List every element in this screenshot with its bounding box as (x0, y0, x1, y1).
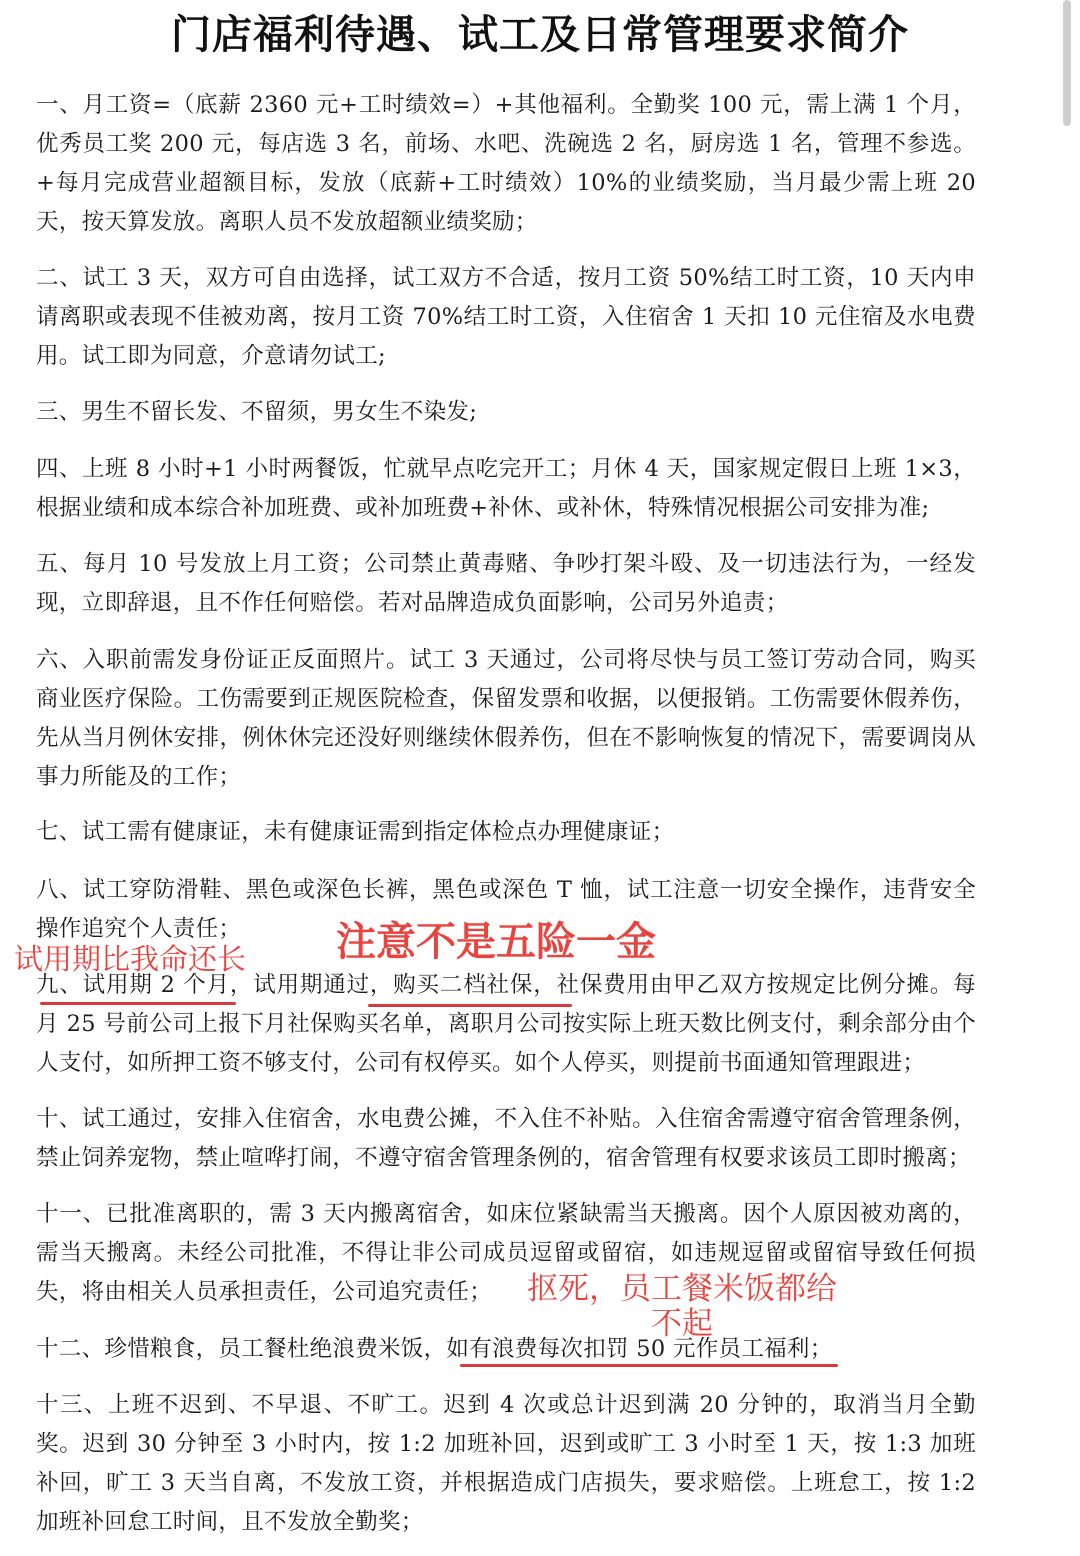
clause-13-attendance: 十三、上班不迟到、不早退、不旷工。迟到 4 次或总计迟到满 20 分钟的，取消当月全勤奖。迟到 30 分钟至 3 小时内，按 1:2 加班补回，迟到或旷工 3 小时至 1 天，按 1:3 加班补回，旷工 3 天当自离，不发放工资，并根据造成门店损失，要求赔偿。上班怠工，按 1:2 加班补回怠工时间，且不发放全勤奖； (36, 1392, 976, 1535)
clause-3-appearance: 三、男生不留长发、不留须，男女生不染发; (36, 399, 478, 425)
clause-5-payday: 五、每月 10 号发放上月工资；公司禁止黄毒赌、争吵打架斗殴、及一切违法行为，一经发现，立即辞退，且不作任何赔偿。若对品牌造成负面影响，公司另外追责； (36, 551, 976, 616)
document-title: 门店福利待遇、试工及日常管理要求简介 (171, 12, 909, 58)
annotation-probation-note: 试用期比我命还长 (14, 942, 247, 976)
annotation-meal-note: 抠死，员工餐米饭都给不起 (527, 1271, 837, 1342)
clause-7-health-cert: 七、试工需有健康证，未有健康证需到指定体检点办理健康证； (36, 819, 675, 845)
clause-9-probation: 九、试用期 2 个月，试用期通过，购买二档社保，社保费用由甲乙双方按规定比例分摊。每月 25 号前公司上报下月社保购买名单，离职月公司按实际上班天数比例支付，剩余部分由个人支付，如所押工资不够支付，公司有权停买。如个人停买，则提前书面通知管理跟进； (36, 972, 976, 1076)
clause-4-hours: 四、上班 8 小时+1 小时两餐饭，忙就早点吃完开工；月休 4 天，国家规定假日上班 1×3，根据业绩和成本综合补加班费、或补加班费+补休、或补休，特殊情况根据公司安排为准; (36, 456, 976, 521)
underline-probation-term (40, 1002, 236, 1005)
clause-6-onboarding: 六、入职前需发身份证正反面照片。试工 3 天通过，公司将尽快与员工签订劳动合同，购买商业医疗保险。工伤需要到正规医院检查，保留发票和收据，以便报销。工伤需要休假养伤，先从当月例休安排，例休休完还没好则继续休假养伤，但在不影响恢复的情况下，需要调岗从事力所能及的工作； (36, 647, 976, 790)
underline-social-insurance (368, 1004, 572, 1007)
clause-1-salary: 一、月工资=（底薪 2360 元+工时绩效=）+其他福利。全勤奖 100 元，需上满 1 个月，优秀员工奖 200 元，每店选 3 名，前场、水吧、洗碗选 2 名，厨房选 1 名，管理不参选。+每月完成营业超额目标，发放（底薪+工时绩效）10%的业绩奖励，当月最少需上班 20 天，按天算发放。离职人员不发放超额业绩奖励； (36, 92, 976, 235)
clause-11-resignation: 十一、已批准离职的，需 3 天内搬离宿舍，如床位紧缺需当天搬离。因个人原因被劝离的，需当天搬离。未经公司批准，不得让非公司成员逗留或留宿，如违规逗留或留宿导致任何损失，将由相关人员承担责任，公司追究责任； (36, 1201, 976, 1305)
clause-2-trial: 二、试工 3 天，双方可自由选择，试工双方不合适，按月工资 50%结工时工资，10 天内申请离职或表现不佳被劝离，按月工资 70%结工时工资，入住宿舍 1 天扣 10 元住宿及水电费用。试工即为同意，介意请勿试工; (36, 265, 976, 369)
underline-meal-penalty (460, 1364, 838, 1367)
clause-10-dormitory: 十、试工通过，安排入住宿舍，水电费公摊，不入住不补贴。入住宿舍需遵守宿舍管理条例，禁止饲养宠物，禁止喧哗打闹，不遵守宿舍管理条例的，宿舍管理有权要求该员工即时搬离； (36, 1106, 976, 1171)
scrollbar-thumb[interactable] (1063, 0, 1071, 126)
annotation-insurance-note: 注意不是五险一金 (336, 919, 656, 965)
clause-8-dress-code: 八、试工穿防滑鞋、黑色或深色长裤，黑色或深色 T 恤，试工注意一切安全操作，违背安全操作追究个人责任； (36, 877, 976, 942)
clause-12-meals: 十二、珍惜粮食，员工餐杜绝浪费米饭，如有浪费每次扣罚 50 元作员工福利； (36, 1336, 833, 1362)
